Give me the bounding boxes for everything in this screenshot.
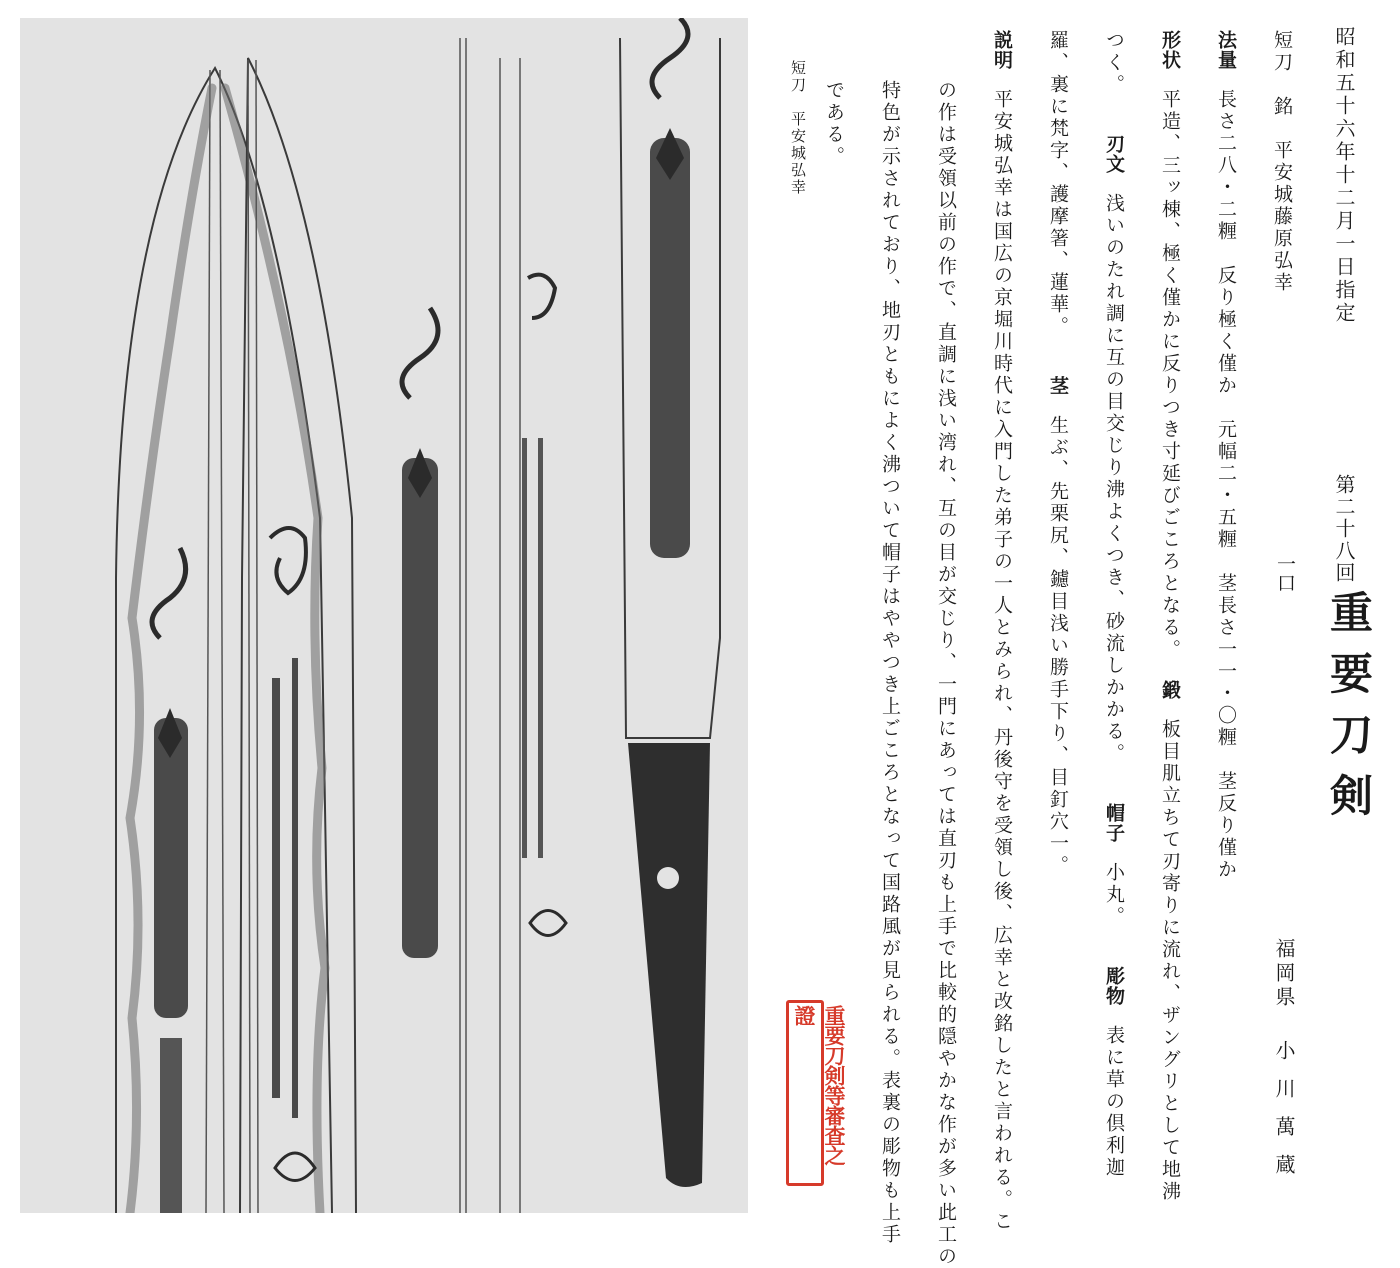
setsumei-line-3: 特色が示されており、地刃ともによく沸ついて帽子はややつき上ごころとなって国路風が見られる。表裏の彫物も上手 (879, 80, 901, 1246)
seal-text: 重要刀剣等審査之證 (792, 1005, 847, 1165)
houryou-text: 長さ二八・二糎 反り極く僅か 元幅二・五糎 茎長さ一一・〇糎 茎反り僅か (1215, 89, 1237, 881)
horimono-text: 表に草の倶利迦 (1103, 1025, 1125, 1179)
boushi-text: 小丸。 (1103, 862, 1125, 928)
owner-name: 小川萬蔵 (1272, 1040, 1296, 1192)
session-number: 第二十八回 (1332, 474, 1356, 584)
page-title: 重要刀剣 (1323, 590, 1373, 834)
setsumei-label: 説明 (991, 30, 1013, 70)
nakago-label: 茎 (1047, 376, 1069, 396)
owner-prefecture: 福岡県 (1272, 938, 1296, 1010)
horimono-label: 彫物 (1103, 966, 1125, 1006)
item-count: 一口 (1274, 554, 1296, 592)
boushi-label: 帽子 (1103, 803, 1125, 843)
setsumei-text-1: 平安城弘幸は国広の京堀川時代に入門した弟子の一人とみられ、丹後守を受領し後、広幸と改銘したと言われる。こ (991, 89, 1013, 1233)
keijou-line (1160, 30, 1179, 1203)
designation-date: 昭和五十六年十二月一日指定 (1332, 26, 1356, 325)
kitae-text: 板目肌立ちて刃寄りに流れ、ザングリとして地沸 (1159, 719, 1181, 1203)
hamon-label: 刃文 (1103, 134, 1125, 174)
houryou-line (1216, 30, 1235, 881)
oshigata-caption: 短刀 平安城弘幸 (789, 60, 807, 196)
certification-seal (786, 1000, 847, 1186)
oshigata-rubbing (20, 18, 748, 1213)
nakago-line (1048, 30, 1067, 877)
nakago-text: 生ぶ、先栗尻、鑢目浅い勝手下り、目釘穴一。 (1047, 415, 1069, 877)
keijou-label: 形状 (1159, 30, 1181, 70)
setsumei-line-4: である。 (823, 80, 845, 168)
hamon-text: 浅いのたれ調に互の目交じり沸よくつき、砂流しかかる。 (1103, 193, 1125, 765)
houryou-label: 法量 (1215, 30, 1237, 70)
horimono-text-cont: 羅、裏に梵字、護摩箸、蓮華。 (1047, 30, 1069, 338)
item-name: 短刀 銘 平安城藤原弘幸 (1271, 30, 1293, 294)
setsumei-line-1 (992, 30, 1011, 1233)
setsumei-line-2: の作は受領以前の作で、直調に浅い湾れ、互の目が交じり、一門にあっては直刃も上手で比較的隠やかな作が多い此工の (935, 80, 957, 1268)
kitae-text-cont: つく。 (1103, 30, 1125, 96)
oshigata-drawing (20, 18, 748, 1213)
hamon-line (1104, 30, 1123, 1179)
keijou-text: 平造、三ッ棟、極く僅かに反りつき寸延びごころとなる。 (1159, 89, 1181, 661)
kitae-label: 鍛 (1159, 680, 1181, 700)
